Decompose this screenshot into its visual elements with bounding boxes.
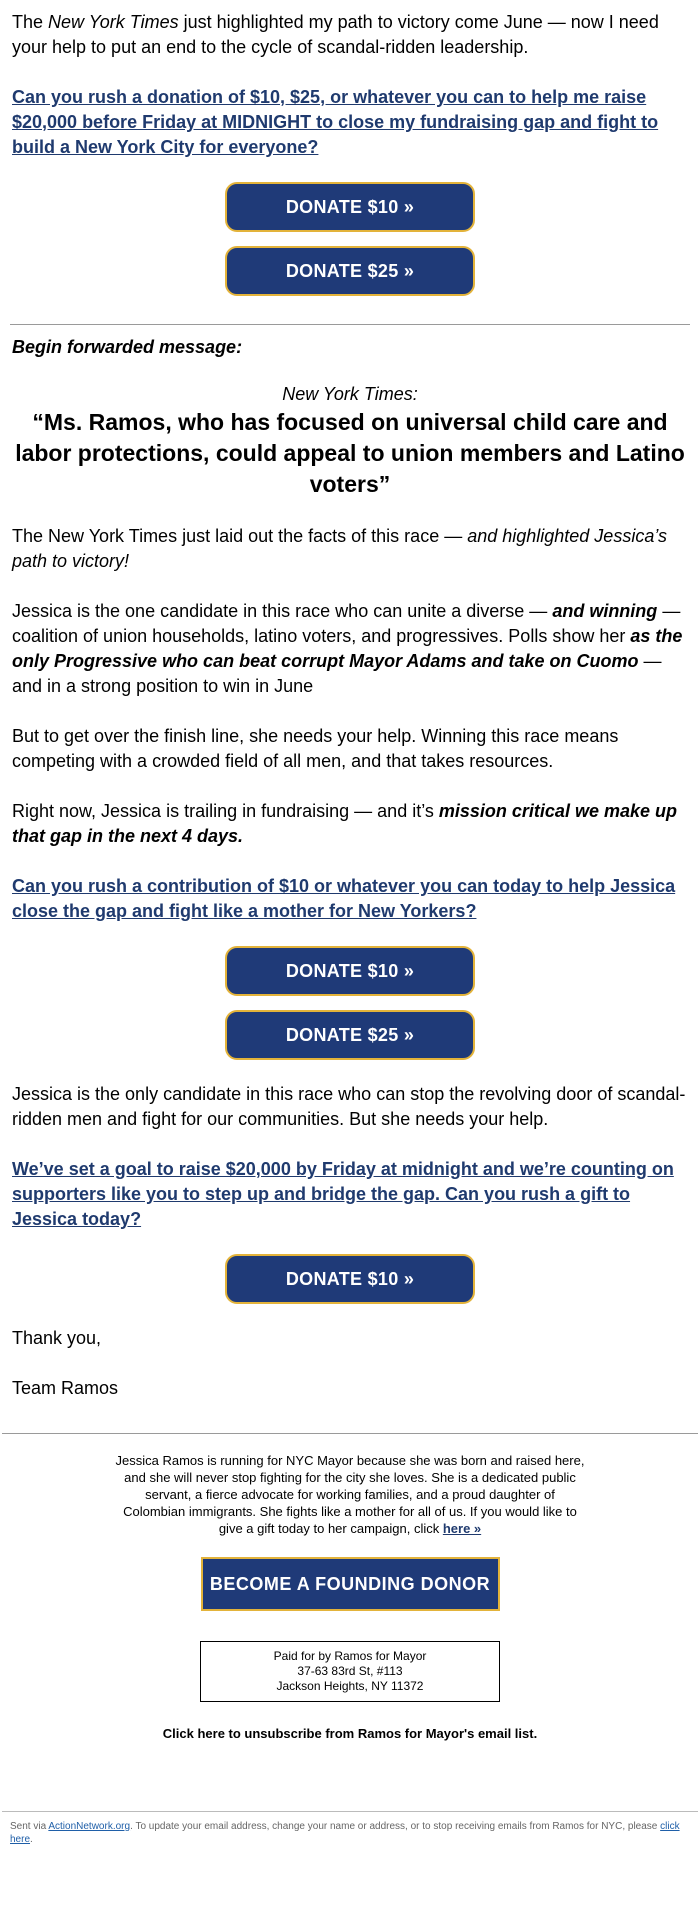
cta-paragraph-2 — [12, 874, 688, 924]
paragraph-revolving-door: Jessica is the only candidate in this race who can stop the revolving door of scandal-ridden men and fight for our communities. But she needs your help. — [12, 1084, 686, 1129]
intro-nyt-italic: New York Times — [48, 12, 179, 32]
cta-paragraph-1 — [12, 85, 688, 160]
sent-via-text: Sent via — [10, 1821, 49, 1832]
paid-for-row — [0, 1641, 700, 1702]
donate-10-button[interactable]: DONATE $10 » — [225, 1254, 475, 1304]
footer-here-link[interactable]: here » — [442, 1521, 482, 1536]
button-row — [12, 1254, 688, 1304]
coalition-bold-italic-b: and winning — [552, 601, 658, 621]
paragraph-facts — [12, 524, 688, 574]
trailing-bold-italic: mission critical we make up that gap in the next 4 days. — [12, 801, 677, 846]
cta-paragraph-3 — [12, 1157, 688, 1232]
donate-25-button[interactable]: DONATE $25 » — [225, 246, 475, 296]
forwarded-label: Begin forwarded message: — [12, 337, 243, 357]
nyt-label: New York Times: — [282, 384, 418, 404]
signoff-team: Team Ramos — [12, 1378, 119, 1398]
button-row — [12, 1010, 688, 1060]
footer-bio — [114, 1452, 586, 1537]
intro-text: The — [12, 12, 49, 32]
intro-paragraph — [12, 10, 688, 60]
paragraph-coalition — [12, 599, 688, 699]
paragraph-trailing — [12, 799, 688, 849]
founding-button-row — [0, 1557, 700, 1611]
paid-for-text: Paid for by Ramos for Mayor — [273, 1649, 427, 1663]
paid-for-address-1: 37-63 83rd St, #113 — [297, 1664, 403, 1678]
coalition-text-e: — and in a strong position to win in June — [12, 651, 662, 696]
cta-link-donation[interactable]: Can you rush a donation of $10, $25, or whatever you can to help me raise $20,000 before Friday at MIDNIGHT to close my fundraising gap and fight to build a New York City for everyone? — [12, 87, 659, 157]
become-founding-donor-button[interactable]: BECOME A FOUNDING DONOR — [201, 1557, 500, 1611]
email-body — [0, 0, 700, 296]
signoff-thanks: Thank you, — [12, 1328, 102, 1348]
cta-link-contribution[interactable]: Can you rush a contribution of $10 or whatever you can today to help Jessica close the gap and fight like a mother for New Yorkers? — [12, 876, 676, 921]
intro-text-2: just highlighted my path to victory come June — now I need your help to put an end to the cycle of scandal-ridden leadership. — [12, 12, 659, 57]
forwarded-section — [0, 325, 700, 1401]
update-preferences-link[interactable]: click here — [10, 1821, 680, 1845]
donate-25-button[interactable]: DONATE $25 » — [225, 1010, 475, 1060]
footer — [0, 1434, 700, 1741]
nyt-quote: “Ms. Ramos, who has focused on universal child care and labor protections, could appeal to union members and Latino voters” — [15, 409, 685, 497]
button-row — [12, 246, 688, 296]
paragraph-finish-line: But to get over the finish line, she needs your help. Winning this race means competing with a crowded field of all men, and that takes resources. — [12, 726, 619, 771]
coalition-bold-italic-d: as the only Progressive who can beat corrupt Mayor Adams and take on Cuomo — [12, 626, 683, 671]
donate-10-button[interactable]: DONATE $10 » — [225, 182, 475, 232]
unsubscribe-paragraph — [0, 1726, 700, 1741]
coalition-text-c: — coalition of union households, latino voters, and progressives. Polls show her — [12, 601, 681, 646]
footer-bio-text: Jessica Ramos is running for NYC Mayor because she was born and raised here, and she will never stop fighting for the city she loves. She is a dedicated public servant, a fierce advocate for working families, and a proud daughter of Colombian immigrants. She fights like a mother for all of us. If you would like to give a gift today to her campaign, click — [115, 1453, 585, 1536]
coalition-text-a: Jessica is the one candidate in this race who can unite a diverse — — [12, 601, 553, 621]
button-row — [12, 946, 688, 996]
actionnetwork-link[interactable]: ActionNetwork.org — [48, 1821, 131, 1832]
facts-text: The New York Times just laid out the facts of this race — — [12, 526, 468, 546]
paid-for-address-2: Jackson Heights, NY 11372 — [276, 1679, 424, 1693]
trailing-text: Right now, Jessica is trailing in fundraising — and it’s — [12, 801, 439, 821]
unsubscribe-link[interactable]: Click here to unsubscribe from Ramos for Mayor's email list. — [162, 1726, 538, 1741]
donate-10-button[interactable]: DONATE $10 » — [225, 946, 475, 996]
button-row — [12, 182, 688, 232]
sent-via-end: . — [30, 1834, 33, 1845]
sent-via-middle: . To update your email address, change your name or address, or to stop receiving emails from Ramos for NYC, please — [130, 1821, 661, 1832]
facts-italic: and highlighted Jessica’s path to victory! — [12, 526, 668, 571]
sent-via-notice — [0, 1812, 700, 1846]
paid-for-box — [200, 1641, 500, 1702]
cta-link-goal[interactable]: We’ve set a goal to raise $20,000 by Friday at midnight and we’re counting on supporters like you to step up and bridge the gap. Can you rush a gift to Jessica today? — [12, 1159, 674, 1229]
